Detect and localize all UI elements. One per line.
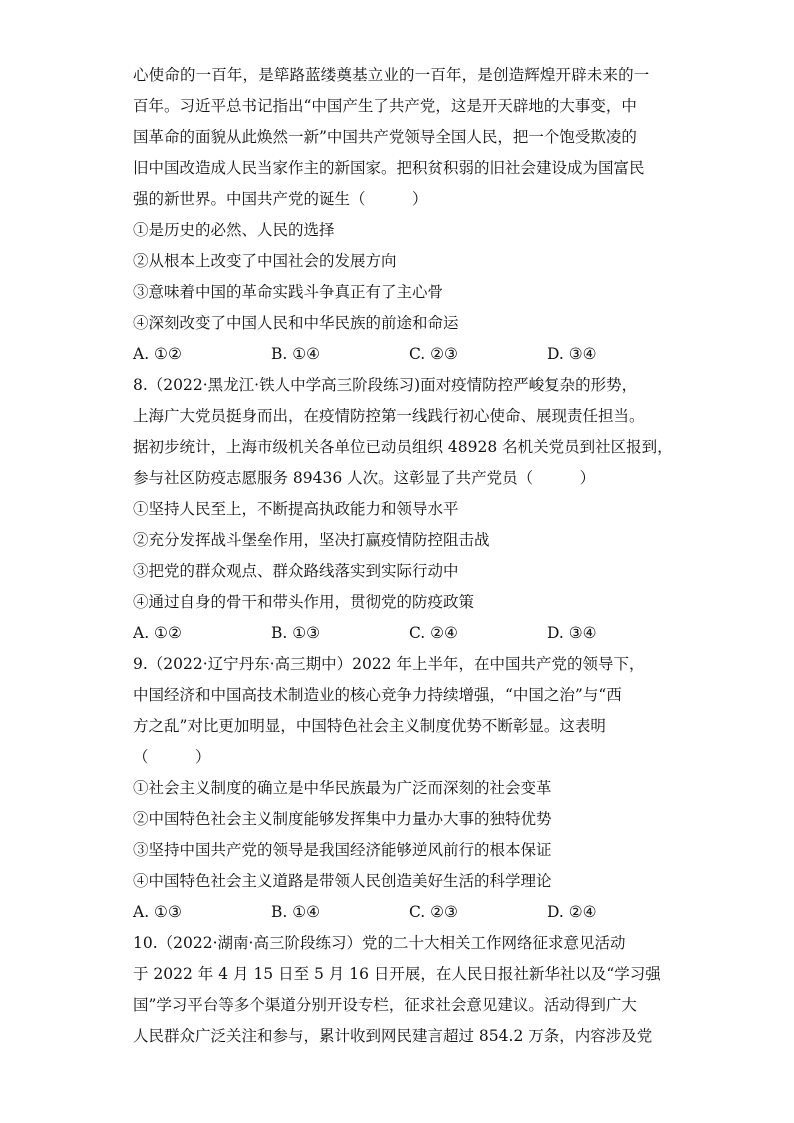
question-stem-line: 8.（2022·黑龙江·铁人中学高三阶段练习)面对疫情防控严峻复杂的形势， — [133, 376, 638, 394]
option-a: A. ①③ — [133, 903, 182, 921]
statement-2: ②中国特色社会主义制度能够发挥集中力量办大事的独特优势 — [133, 810, 552, 828]
question-stem-line: 百年。习近平总书记指出“中国产生了共产党，这是开天辟地的大事变，中 — [133, 97, 637, 115]
question-stem-line: 旧中国改造成人民当家作主的新国家。把积贫积弱的旧社会建设成为国富民 — [133, 159, 645, 177]
statement-1: ①社会主义制度的确立是中华民族最为广泛而深刻的社会变革 — [133, 779, 552, 797]
question-stem-line: 方之乱”对比更加明显，中国特色社会主义制度优势不断彰显。这表明 — [133, 717, 606, 735]
option-c: C. ②③ — [409, 345, 458, 363]
statement-3: ③坚持中国共产党的领导是我国经济能够逆风前行的根本保证 — [133, 841, 552, 859]
option-d: D. ③④ — [547, 624, 597, 642]
question-stem-line: 于 2022 年 4 月 15 日至 5 月 16 日开展，在人民日报社新华社以及“学习强 — [133, 965, 661, 983]
option-c: C. ②④ — [409, 624, 458, 642]
statement-4: ④中国特色社会主义道路是带领人民创造美好生活的科学理论 — [133, 872, 552, 890]
option-d: D. ③④ — [547, 345, 597, 363]
question-stem-line: 人民群众广泛关注和参与，累计收到网民建言超过 854.2 万条，内容涉及党 — [133, 1027, 653, 1045]
option-d: D. ②④ — [547, 903, 597, 921]
question-stem-line: 参与社区防疫志愿服务 89436 人次。这彰显了共产党员（ ） — [133, 469, 596, 487]
question-stem-line: 据初步统计，上海市级机关各单位已动员组织 48928 名机关党员到社区报到， — [133, 438, 673, 456]
option-a: A. ①② — [133, 345, 182, 363]
option-b: B. ①④ — [271, 345, 321, 363]
statement-2: ②从根本上改变了中国社会的发展方向 — [133, 252, 397, 270]
question-10 — [133, 928, 673, 1052]
option-c: C. ②③ — [409, 903, 458, 921]
question-stem-line: 10.（2022·湖南·高三阶段练习）党的二十大相关工作网络征求意见活动 — [133, 934, 626, 952]
statement-1: ①是历史的必然、人民的选择 — [133, 221, 335, 239]
question-stem-line: 上海广大党员挺身而出，在疫情防控第一线践行初心使命、展现责任担当。 — [133, 407, 645, 425]
question-stem-line: 国”学习平台等多个渠道分别开设专栏，征求社会意见建议。活动得到广大 — [133, 996, 637, 1014]
statement-4: ④深刻改变了中国人民和中华民族的前途和命运 — [133, 314, 459, 332]
statement-1: ①坚持人民至上，不断提高执政能力和领导水平 — [133, 500, 459, 518]
question-content — [133, 60, 673, 1052]
question-stem-line: 强的新世界。中国共产党的诞生（ ） — [133, 190, 428, 208]
answer-options — [133, 618, 673, 649]
answer-options — [133, 339, 673, 370]
answer-options — [133, 897, 673, 928]
question-stem-line: （ ） — [133, 748, 211, 766]
option-b: B. ①④ — [271, 903, 321, 921]
question-9 — [133, 649, 673, 928]
option-b: B. ①③ — [271, 624, 321, 642]
question-7 — [133, 60, 673, 370]
statement-4: ④通过自身的骨干和带头作用，贯彻党的防疫政策 — [133, 593, 475, 611]
question-8 — [133, 370, 673, 649]
option-a: A. ①② — [133, 624, 182, 642]
question-stem-line: 国革命的面貌从此焕然一新”中国共产党领导全国人民，把一个饱受欺凌的 — [133, 128, 637, 146]
question-stem-line: 心使命的一百年，是筚路蓝缕奠基立业的一百年，是创造辉煌开辟未来的一 — [133, 66, 650, 84]
statement-3: ③把党的群众观点、群众路线落实到实际行动中 — [133, 562, 459, 580]
question-stem-line: 中国经济和中国高技术制造业的核心竞争力持续增强，“中国之治”与“西 — [133, 686, 622, 704]
question-stem-line: 9.（2022·辽宁丹东·高三期中）2022 年上半年，在中国共产党的领导下， — [133, 655, 645, 673]
statement-2: ②充分发挥战斗堡垒作用，坚决打赢疫情防控阻击战 — [133, 531, 490, 549]
statement-3: ③意味着中国的革命实践斗争真正有了主心骨 — [133, 283, 444, 301]
